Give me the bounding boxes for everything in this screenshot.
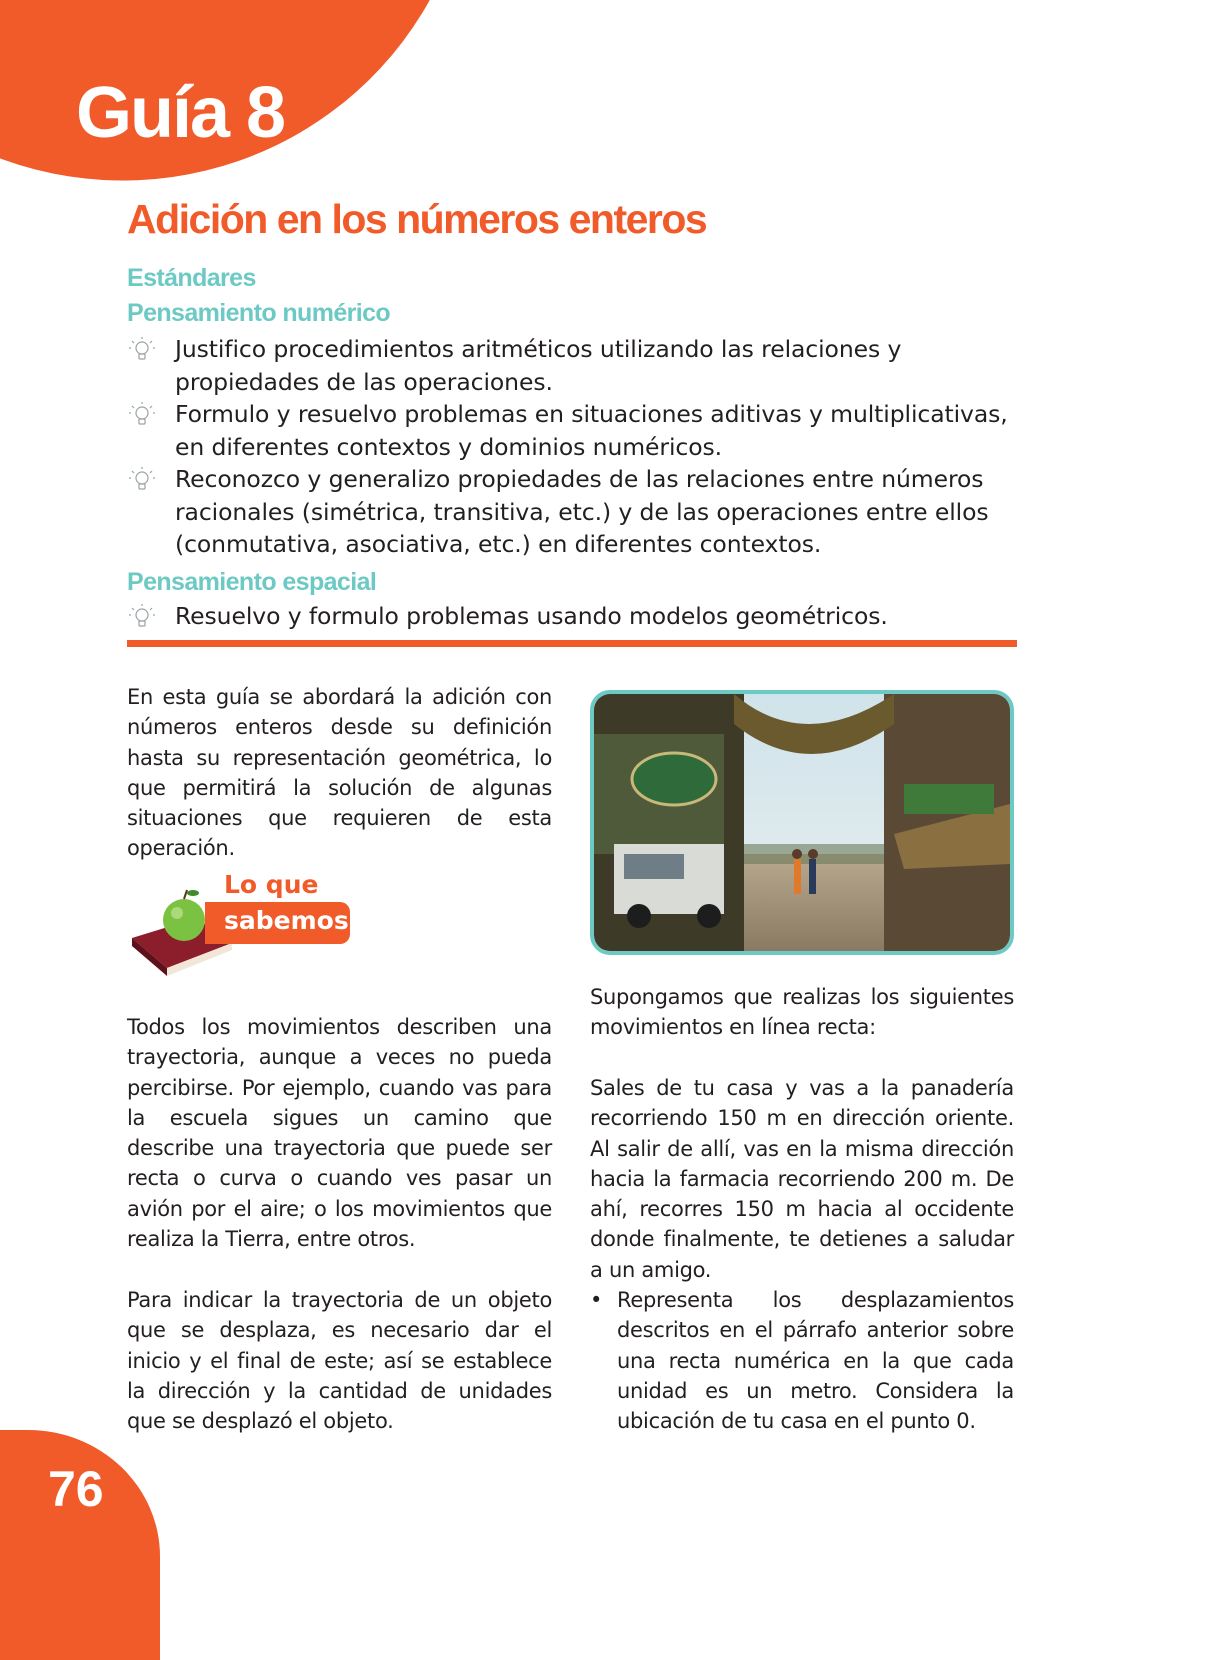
- numeric-thinking-heading: Pensamiento numérico: [127, 299, 391, 327]
- street-scene-image: [594, 694, 1010, 951]
- standard-text: Reconozco y generalizo propiedades de las relaciones entre números racionales (simétrica, transitiva, etc.) y de las operaciones entre ellos (conmutativa, asociativa, etc.) en diferentes contextos.: [175, 465, 989, 558]
- spatial-standards-list: [127, 600, 1022, 633]
- right-paragraph-2: Sales de tu casa y vas a la panadería recorriendo 150 m en dirección oriente. Al salir de allí, vas en la misma dirección hacia la farmacia recorriendo 200 m. De ahí, recorres 150 m hacia al occidente donde finalmente, te detienes a saludar a un amigo.: [590, 1076, 1014, 1282]
- numeric-standards-list: [127, 333, 1022, 561]
- section-divider: [127, 640, 1017, 647]
- badge-line1: Lo que: [224, 870, 319, 899]
- lightbulb-icon: [127, 400, 157, 430]
- standard-text: Resuelvo y formulo problemas usando modelos geométricos.: [175, 602, 888, 630]
- badge-line2: sabemos: [224, 906, 349, 935]
- guide-label: Guía 8: [76, 73, 285, 153]
- left-paragraph-2: Para indicar la trayectoria de un objeto que se desplaza, es necesario dar el inicio y el final de este; así se establece la dirección y la cantidad de unidades que se desplazó el objeto.: [127, 1288, 552, 1434]
- right-paragraph-1: Supongamos que realizas los siguientes movimientos en línea recta:: [590, 985, 1014, 1040]
- standard-text: Formulo y resuelvo problemas en situaciones aditivas y multiplicativas, en diferentes contextos y dominios numéricos.: [175, 400, 1008, 461]
- page-title: Adición en los números enteros: [127, 196, 707, 242]
- task-text: Representa los desplazamientos descritos en el párrafo anterior sobre una recta numérica en la que cada unidad es un metro. Considera la ubicación de tu casa en el punto 0.: [617, 1288, 1014, 1434]
- page-number: 76: [48, 1461, 104, 1517]
- left-paragraph-1: Todos los movimientos describen una trayectoria, aunque a veces no pueda percibirse. Por ejemplo, cuando vas para la escuela sigues un camino que describe una trayectoria que puede ser recta o curva o cuando ves pasar un avión por el aire; o los movimientos que realiza la Tierra, entre otros.: [127, 1015, 552, 1252]
- lightbulb-icon: [127, 335, 157, 365]
- spatial-thinking-heading: Pensamiento espacial: [127, 568, 377, 596]
- standard-item: [127, 600, 1022, 633]
- street-photo: [590, 690, 1014, 955]
- lightbulb-icon: [127, 602, 157, 632]
- standard-text: Justifico procedimientos aritméticos utilizando las relaciones y propiedades de las operaciones.: [175, 335, 902, 396]
- lightbulb-icon: [127, 465, 157, 495]
- standard-item: [127, 398, 1022, 463]
- intro-paragraph: En esta guía se abordará la adición con números enteros desde su definición hasta su representación geométrica, lo que permitirá la solución de algunas situaciones que requieren de esta operación.: [127, 685, 552, 861]
- standard-item: [127, 333, 1022, 398]
- bullet-marker: •: [590, 1288, 603, 1312]
- standard-item: [127, 463, 1022, 561]
- standards-heading: Estándares: [127, 264, 256, 292]
